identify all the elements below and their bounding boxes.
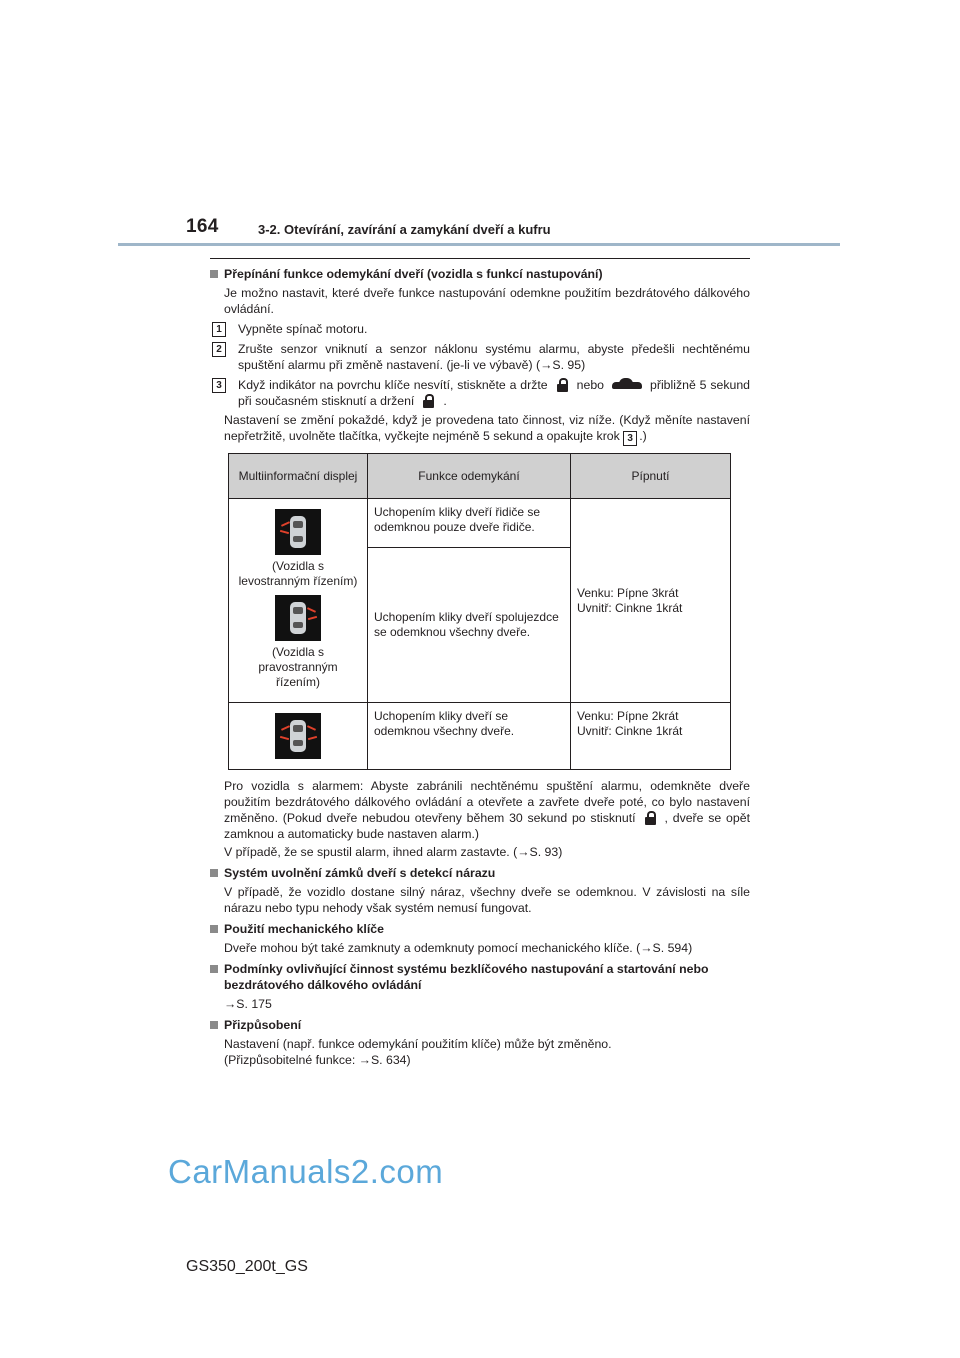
chapter-title: 3-2. Otevírání, zavírání a zamykání dveří a kufru (258, 222, 551, 237)
bullet-square-icon (210, 925, 218, 933)
display-caption: (Vozidla s pravostranným řízením) (258, 645, 338, 689)
table-header: Funkce odemykání (368, 454, 571, 499)
step-number: 2 (212, 342, 226, 357)
section-heading: Použití mechanického klíče (210, 921, 750, 937)
table-cell: Uchopením kliky dveří spolujezdce se odemknou všechny dveře. (368, 547, 571, 702)
lock-icon (644, 812, 657, 824)
settings-table (228, 453, 731, 770)
header-rule (118, 243, 840, 246)
page-number: 164 (186, 216, 219, 237)
bullet-square-icon (210, 270, 218, 278)
car-display-icon (275, 713, 321, 759)
section-heading: Přizpůsobení (210, 1017, 750, 1033)
paragraph: →S. 175 (224, 997, 272, 1011)
step-number: 3 (212, 378, 226, 393)
bullet-square-icon (210, 1021, 218, 1029)
section-heading: Přepínání funkce odemykání dveří (vozidla s funkcí nastupování) (210, 266, 750, 282)
paragraph: V případě, že vozidlo dostane silný náraz, všechny dveře se odemknou. V závislosti na síle nárazu nebo typu nehody však systém nemusí fungovat. (224, 885, 750, 915)
lock-icon (422, 395, 435, 407)
table-header-row (229, 454, 731, 499)
car-icon (612, 378, 642, 390)
table-row (229, 703, 731, 770)
car-display-icon (275, 595, 321, 641)
table-row (229, 499, 731, 548)
table-cell: Uchopením kliky dveří se odemknou všechny dveře. (368, 703, 571, 770)
table-header: Multiinformační displej (229, 454, 368, 499)
alarm-note: Pro vozidla s alarmem: Abyste zabránili nechtěnému spuštění alarmu, odemkněte dveře použitím bezdrátového dálkového ovládání a otevřete a zavřete dveře poté, co bylo nastavení změněno. (Pokud dveře nebudou otevřeny během 30 sekund po stisknutí , dveře se opět zamknou a automaticky bude nastaven alarm.) (224, 779, 750, 841)
paragraph: Dveře mohou být také zamknuty a odemknuty pomocí mechanického klíče. (→S. 594) (224, 941, 693, 955)
lock-icon (556, 379, 569, 391)
table-cell: Venku: Pípne 2krát Uvnitř: Cinkne 1krát (571, 703, 731, 770)
watermark-link[interactable]: CarManuals2.com (168, 1153, 444, 1190)
step-1: 1 Vypněte spínač motoru. (210, 321, 750, 337)
section-heading: Systém uvolnění zámků dveří s detekcí nárazu (210, 865, 750, 881)
bullet-square-icon (210, 869, 218, 877)
page-content (210, 266, 750, 1068)
step-3: 3 Když indikátor na povrchu klíče nesvítí, stiskněte a držte nebo přibližně 5 sekund při současném stisknutí a držení . (210, 377, 750, 409)
step-2: 2 Zrušte senzor vniknutí a senzor náklonu systému alarmu, abyste předešli nechtěnému spuštění alarmu při změně nastavení. (je-li ve výbavě) (→S. 95) (210, 341, 750, 373)
paragraph: Je možno nastavit, které dveře funkce nastupování odemkne použitím bezdrátového dálkového ovládání. (224, 286, 750, 316)
alarm-note: V případě, že se spustil alarm, ihned alarm zastavte. (→S. 93) (224, 845, 563, 859)
step-number: 3 (623, 431, 637, 446)
step-number: 1 (212, 322, 226, 337)
paragraph: (Přizpůsobitelné funkce: →S. 634) (224, 1053, 411, 1067)
table-header: Pípnutí (571, 454, 731, 499)
section-rule (210, 258, 750, 259)
table-cell: Venku: Pípne 3krát Uvnitř: Cinkne 1krát (571, 499, 731, 703)
bullet-square-icon (210, 965, 218, 973)
footer-model-code: GS350_200t_GS (186, 1258, 308, 1275)
car-display-icon (275, 509, 321, 555)
display-cell (229, 499, 368, 703)
display-caption: (Vozidla s levostranným řízením) (238, 559, 358, 588)
table-cell: Uchopením kliky dveří řidiče se odemknou pouze dveře řidiče. (368, 499, 571, 548)
paragraph: Nastavení (např. funkce odemykání použitím klíče) může být změněno. (224, 1037, 612, 1051)
paragraph: Nastavení se změní pokaždé, když je provedena tato činnost, viz níže. (Když měníte nastavení nepřetržitě, uvolněte tlačítka, vyčkejte nejméně 5 sekund a opakujte krok 3 .) (224, 413, 750, 444)
section-heading: Podmínky ovlivňující činnost systému bezklíčového nastupování a startování nebo bezdrátového dálkového ovládání (210, 961, 750, 993)
display-cell (229, 703, 368, 770)
